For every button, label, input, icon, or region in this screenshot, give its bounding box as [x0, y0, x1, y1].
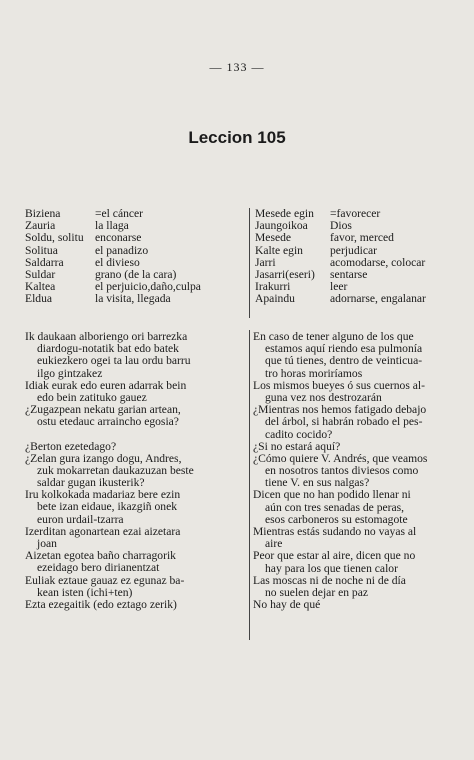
basque-sentences-column [25, 331, 243, 611]
vocab-spanish-term: sentarse [330, 267, 368, 281]
vocab-basque-term: Suldar [25, 267, 56, 281]
vocab-basque-term: Jarri [255, 255, 276, 269]
vocab-basque-term: Saldarra [25, 255, 64, 269]
sentence-line: Aizetan egotea baño charragorik [25, 549, 176, 563]
sentence-entry [253, 489, 470, 526]
sentence-entry [253, 380, 470, 404]
vocab-basque-term: Jasarri(eseri) [255, 267, 315, 281]
sentence-entry [25, 380, 243, 404]
vocab-basque-term: Mesede [255, 231, 292, 245]
vocab-basque-term: Kaltea [25, 280, 56, 294]
sentence-entry [253, 404, 470, 441]
vocab-spanish-term: el panadizo [95, 243, 149, 257]
sentence-entry [25, 526, 243, 550]
sentence-entry [253, 331, 470, 380]
sentence-entry [25, 331, 243, 380]
sentence-line: ¿Zelan gura izango dogu, Andres, [25, 451, 182, 465]
sentence-line: ¿Cómo quiere V. Andrés, que veamos [253, 451, 428, 465]
vocab-spanish-term: el divieso [95, 255, 140, 269]
sentence-entry [253, 526, 470, 550]
vocab-row [255, 232, 469, 244]
vocab-spanish-term: la llaga [95, 219, 129, 233]
spanish-translations-column [253, 331, 470, 611]
sentence-entry [25, 404, 243, 428]
sentence-line: Los mismos bueyes ó sus cuernos al- [253, 378, 425, 392]
sentence-line: estamos aquí riendo esa pulmonía [265, 342, 423, 356]
sentence-line: no suelen dejar en paz [265, 585, 369, 599]
vocab-basque-term: Eldua [25, 292, 53, 306]
sentence-entry [25, 550, 243, 574]
vocab-basque-term: Apaindu [255, 292, 295, 306]
sentence-line: cadito cocido? [265, 427, 333, 441]
vocab-row [25, 245, 243, 257]
vocab-spanish-term: =favorecer [330, 207, 381, 220]
vocab-spanish-term: la visita, llegada [95, 292, 171, 306]
vocab-row [255, 293, 469, 305]
dialog-column-divider [249, 330, 250, 640]
sentence-entry [253, 599, 470, 611]
vocab-basque-term: Irakurri [255, 280, 291, 294]
sentence-entry [25, 441, 243, 453]
sentence-line: Izerditan agonartean ezai aizetara [25, 524, 181, 538]
sentence-line: ¿Zugazpean nekatu garian artean, [25, 403, 181, 417]
lesson-title: Leccion 105 [188, 128, 286, 147]
page-number: — 133 — [209, 60, 265, 74]
sentence-line: Mientras estás sudando no vayas al [253, 525, 417, 538]
vocab-basque-term: Biziena [25, 207, 61, 220]
sentence-line: euron urdail-tzarra [37, 512, 124, 526]
vocab-basque-term: Jaungoikoa [255, 219, 308, 233]
sentence-entry [253, 575, 470, 599]
vocab-spanish-term: adornarse, engalanar [330, 292, 426, 306]
sentence-line: del árbol, si habrán robado el pes- [265, 415, 423, 429]
sentence-line: ilgo gintzakez [37, 366, 103, 380]
vocab-spanish-term: grano (de la cara) [95, 267, 177, 281]
sentence-line: ostu etedauc arraincho egosia? [37, 415, 179, 429]
sentence-line: zuk mokarretan daukazuzan beste [37, 463, 194, 477]
sentence-line: En caso de tener alguno de los que [253, 330, 414, 343]
vocab-spanish-term: leer [330, 280, 348, 294]
vocab-basque-term: Mesede egin [255, 207, 314, 220]
sentence-line: Dicen que no han podido llenar ni [253, 488, 411, 502]
sentence-line: Euliak eztaue gauaz ez egunaz ba- [25, 573, 185, 587]
sentence-entry [253, 550, 470, 574]
vocab-spanish-term: Dios [330, 219, 352, 233]
sentence-line: en nosotros tantos diviesos como [265, 464, 419, 478]
vocab-row [25, 208, 243, 220]
sentence-line: ¿Mientras nos hemos fatigado debajo [253, 403, 427, 417]
sentence-entry [25, 575, 243, 599]
sentence-line: guna vez nos destrozarán [265, 390, 382, 404]
sentence-entry [25, 599, 243, 611]
sentence-line: que tú tienes, dentro de veinticua- [265, 354, 423, 368]
vocab-column-divider [249, 208, 250, 318]
vocab-basque-term: Solitua [25, 243, 58, 257]
sentence-line: hay para los que tienen calor [265, 561, 398, 575]
sentence-entry [253, 453, 470, 490]
vocab-spanish-term: perjudicar [330, 243, 377, 257]
sentence-line: esos carboneros su estomagote [265, 512, 408, 526]
sentence-line: bete izan eidaue, ikazgiñ onek [37, 500, 178, 514]
vocabulary-right-column [255, 208, 469, 306]
sentence-line: Peor que estar al aire, dicen que no [253, 549, 416, 563]
vocab-spanish-term: favor, merced [330, 231, 394, 245]
sentence-line: edo bein zatituko gauez [37, 390, 147, 404]
sentence-line: tro horas moriríamos [265, 366, 363, 380]
sentence-line: saldar gugan ikusterik? [37, 476, 145, 490]
vocabulary-left-column [25, 208, 243, 306]
sentence-line: ezeidago bero dirianentzat [37, 561, 160, 575]
sentence-line: eukiezkero ogei ta lau ordu barru [37, 354, 191, 368]
sentence-line: kean isten (ichi+ten) [37, 585, 133, 599]
sentence-line: Ezta ezegaitik (edo eztago zerik) [25, 597, 177, 611]
sentence-line: Ik daukaan alboriengo ori barrezka [25, 330, 188, 343]
vocab-spanish-term: acomodarse, colocar [330, 255, 426, 269]
vocab-row [25, 232, 243, 244]
vocab-spanish-term: =el cáncer [95, 207, 144, 220]
vocab-basque-term: Soldu, solitu [25, 231, 84, 245]
sentence-line: ¿Si no estará aquí? [253, 439, 341, 453]
sentence-line: joan [37, 537, 57, 550]
vocab-basque-term: Kalte egin [255, 243, 303, 257]
vocab-basque-term: Zauria [25, 219, 56, 233]
sentence-line: Idiak eurak edo euren adarrak bein [25, 378, 187, 392]
vocab-spanish-term: el perjuicio,daño,culpa [95, 280, 201, 294]
sentence-line: aún con tres senadas de peras, [265, 500, 405, 514]
sentence-line: aire [265, 537, 283, 551]
vocab-spanish-term: enconarse [95, 231, 142, 245]
vocab-row [25, 293, 243, 305]
sentence-entry [25, 489, 243, 526]
sentence-line: diardogu-notatik bat edo batek [37, 342, 179, 356]
sentence-entry [25, 453, 243, 490]
sentence-line: Las moscas ni de noche ni de día [253, 573, 406, 587]
sentence-line: tiene V. en sus nalgas? [265, 476, 370, 490]
sentence-line: No hay de qué [253, 598, 321, 612]
sentence-line: ¿Berton ezetedago? [25, 439, 117, 453]
vocab-row [255, 245, 469, 257]
sentence-line: Iru kolkokada madariaz bere ezin [25, 488, 181, 502]
